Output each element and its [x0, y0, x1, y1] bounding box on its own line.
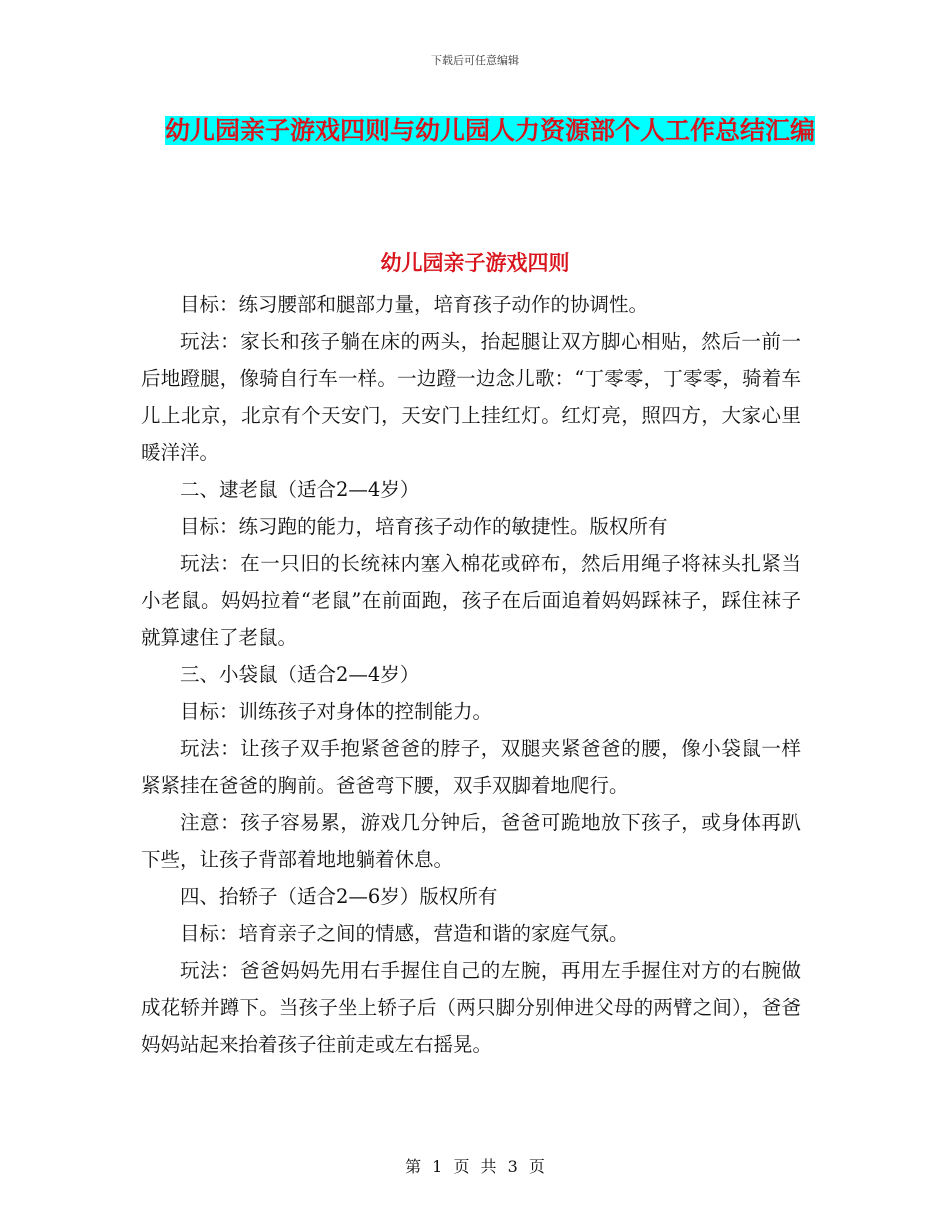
paragraph: 玩法：家长和孩子躺在床的两头，抬起腿让双方脚心相贴，然后一前一后地蹬腿，像骑自行车一样。一边蹬一边念儿歌：“丁零零，丁零零，骑着车儿上北京，北京有个天安门，天安门上挂红灯。红灯亮，照四方，大家心里暖洋洋。 [141, 330, 801, 464]
paragraph: 玩法：爸爸妈妈先用右手握住自己的左腕，再用左手握住对方的右腕做成花轿并蹲下。当孩子坐上轿子后（两只脚分别伸进父母的两臂之间），爸爸妈妈站起来抬着孩子往前走或左右摇晃。 [141, 959, 801, 1056]
page-header-note: 下载后可任意编辑 [431, 54, 519, 67]
document-title [140, 108, 840, 154]
paragraph: 玩法：让孩子双手抱紧爸爸的脖子，双腿夹紧爸爸的腰，像小袋鼠一样紧紧挂在爸爸的胸前。爸爸弯下腰，双手双脚着地爬行。 [141, 737, 801, 797]
paragraph: 目标：练习腰部和腿部力量，培育孩子动作的协调性。 [180, 293, 649, 316]
paragraph: 玩法：在一只旧的长统袜内塞入棉花或碎布，然后用绳子将袜头扎紧当小老鼠。妈妈拉着“老鼠”在前面跑，孩子在后面追着妈妈踩袜子，踩住袜子就算逮住了老鼠。 [141, 552, 801, 649]
section-title: 幼儿园亲子游戏四则 [380, 251, 570, 275]
paragraph: 四、抬轿子（适合2—6岁）版权所有 [180, 885, 498, 908]
paragraph: 注意：孩子容易累，游戏几分钟后，爸爸可跪地放下孩子，或身体再趴下些，让孩子背部着地地躺着休息。 [141, 811, 801, 871]
paragraph: 目标：训练孩子对身体的控制能力。 [180, 700, 493, 723]
paragraph: 三、小袋鼠（适合2—4岁） [180, 663, 420, 686]
paragraph: 目标：练习跑的能力，培育孩子动作的敏捷性。版权所有 [180, 515, 668, 538]
paragraph: 二、逮老鼠（适合2—4岁） [180, 478, 420, 501]
document-title-text: 幼儿园亲子游戏四则与幼儿园人力资源部个人工作总结汇编 [164, 116, 815, 145]
page-number: 第 1 页 共 3 页 [405, 1157, 545, 1176]
paragraph: 目标：培育亲子之间的情感，营造和谐的家庭气氛。 [180, 922, 629, 945]
document-body [141, 286, 801, 1063]
